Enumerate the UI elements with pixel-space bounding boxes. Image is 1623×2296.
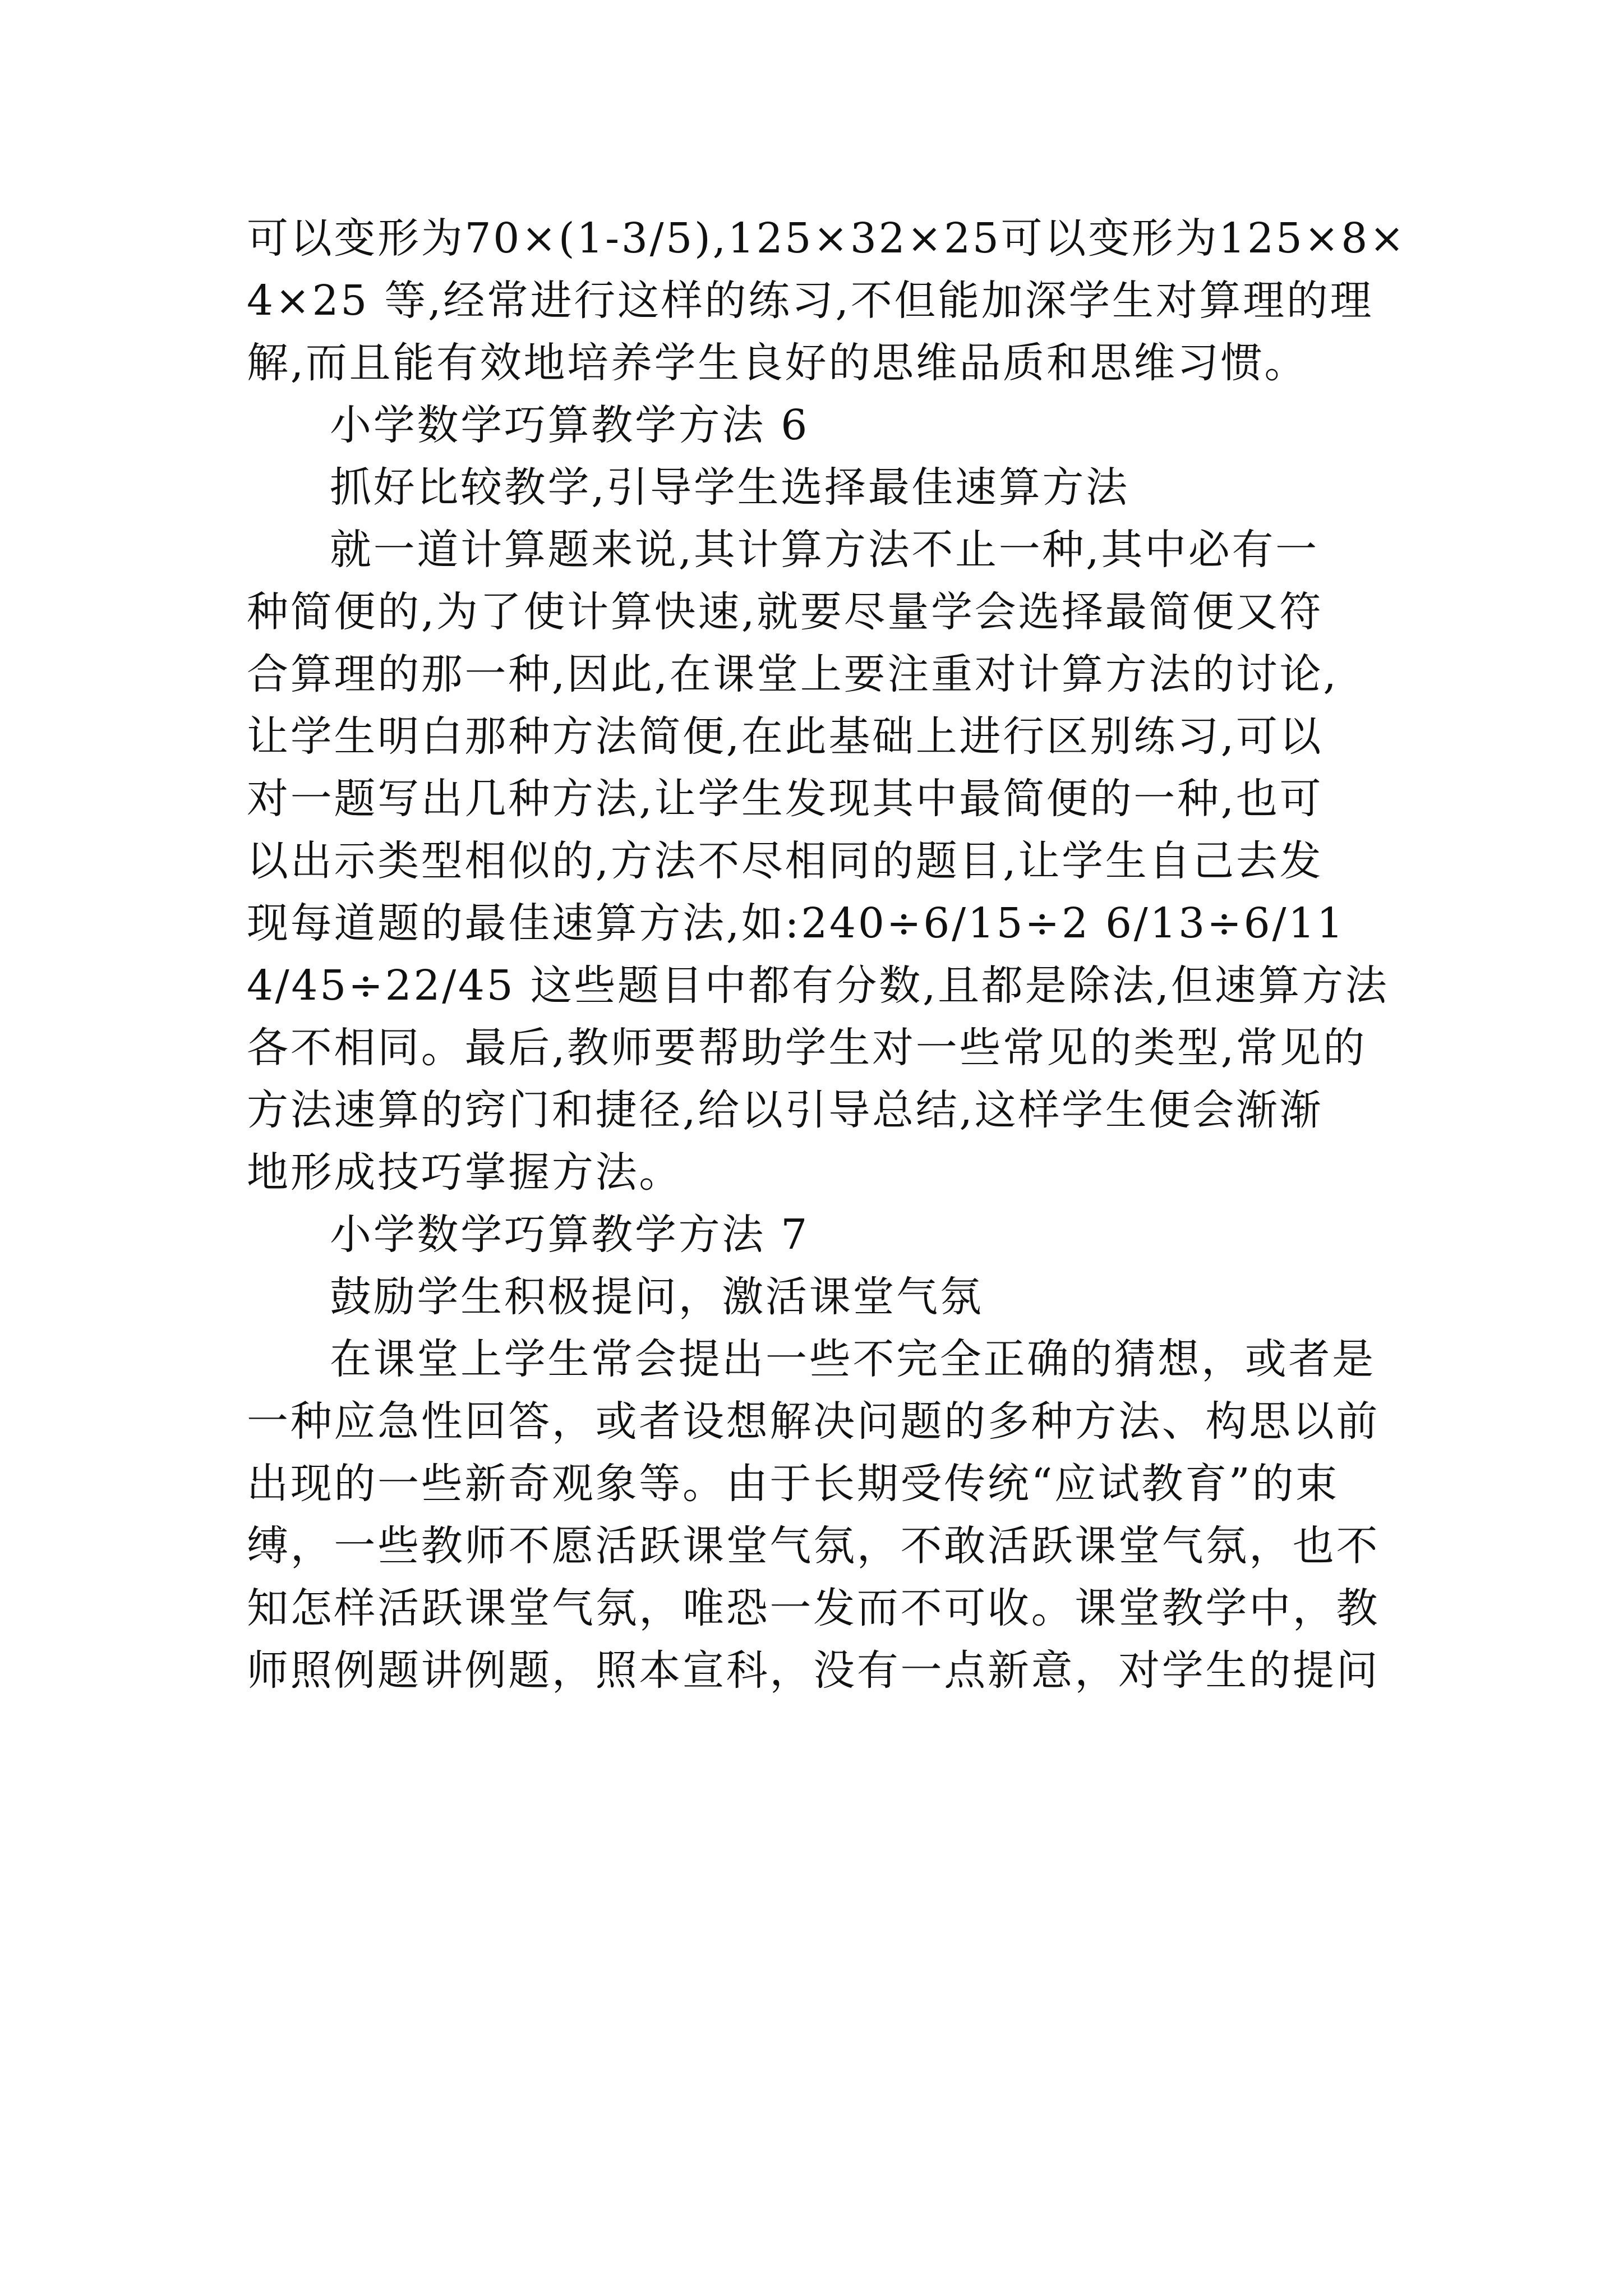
text-line: 一种应急性回答，或者设想解决问题的多种方法、构思以前 [247,1397,1380,1446]
section-heading: 小学数学巧算教学方法 7 [330,1211,810,1259]
section-subheading: 抓好比较教学,引导学生选择最佳速算方法 [330,463,1129,512]
text-line: 以出示类型相似的,方法不尽相同的题目,让学生自己去发 [247,837,1324,885]
text-line: 现每道题的最佳速算方法,如:240÷6/15÷2 6/13÷6/11 [247,899,1345,947]
text-line: 合算理的那一种,因此,在课堂上要注重对计算方法的讨论, [247,650,1339,698]
text-line: 种简便的,为了使计算快速,就要尽量学会选择最简便又符 [247,588,1324,636]
text-line: 地形成技巧掌握方法。 [247,1148,683,1197]
text-line: 各不相同。最后,教师要帮助学生对一些常见的类型,常见的 [247,1024,1367,1072]
text-line: 出现的一些新奇观象等。由于长期受传统“应试教育”的束 [247,1460,1339,1508]
text-line: 对一题写出几种方法,让学生发现其中最简便的一种,也可 [247,775,1324,823]
text-line: 知怎样活跃课堂气氛，唯恐一发而不可收。课堂教学中，教 [247,1584,1380,1632]
document-body [247,208,1407,1702]
text-line: 可以变形为70×(1-3/5),125×32×25可以变形为125×8× [247,214,1407,263]
text-line: 师照例题讲例题，照本宣科，没有一点新意，对学生的提问 [247,1646,1380,1695]
text-line: 方法速算的窍门和捷径,给以引导总结,这样学生便会渐渐 [247,1086,1324,1134]
text-line: 解,而且能有效地培养学生良好的思维品质和思维习惯。 [247,339,1308,387]
text-line: 4×25 等,经常进行这样的练习,不但能加深学生对算理的理 [247,277,1374,325]
text-line: 在课堂上学生常会提出一些不完全正确的猜想，或者是 [330,1335,1376,1383]
text-line: 就一道计算题来说,其计算方法不止一种,其中必有一 [330,526,1319,574]
text-line: 4/45÷22/45 这些题目中都有分数,且都是除法,但速算方法 [247,961,1389,1010]
text-line: 缚，一些教师不愿活跃课堂气氛，不敢活跃课堂气氛，也不 [247,1522,1380,1570]
section-heading: 小学数学巧算教学方法 6 [330,401,810,449]
section-subheading: 鼓励学生积极提问，激活课堂气氛 [330,1273,984,1321]
text-line: 让学生明白那种方法简便,在此基础上进行区别练习,可以 [247,712,1324,761]
